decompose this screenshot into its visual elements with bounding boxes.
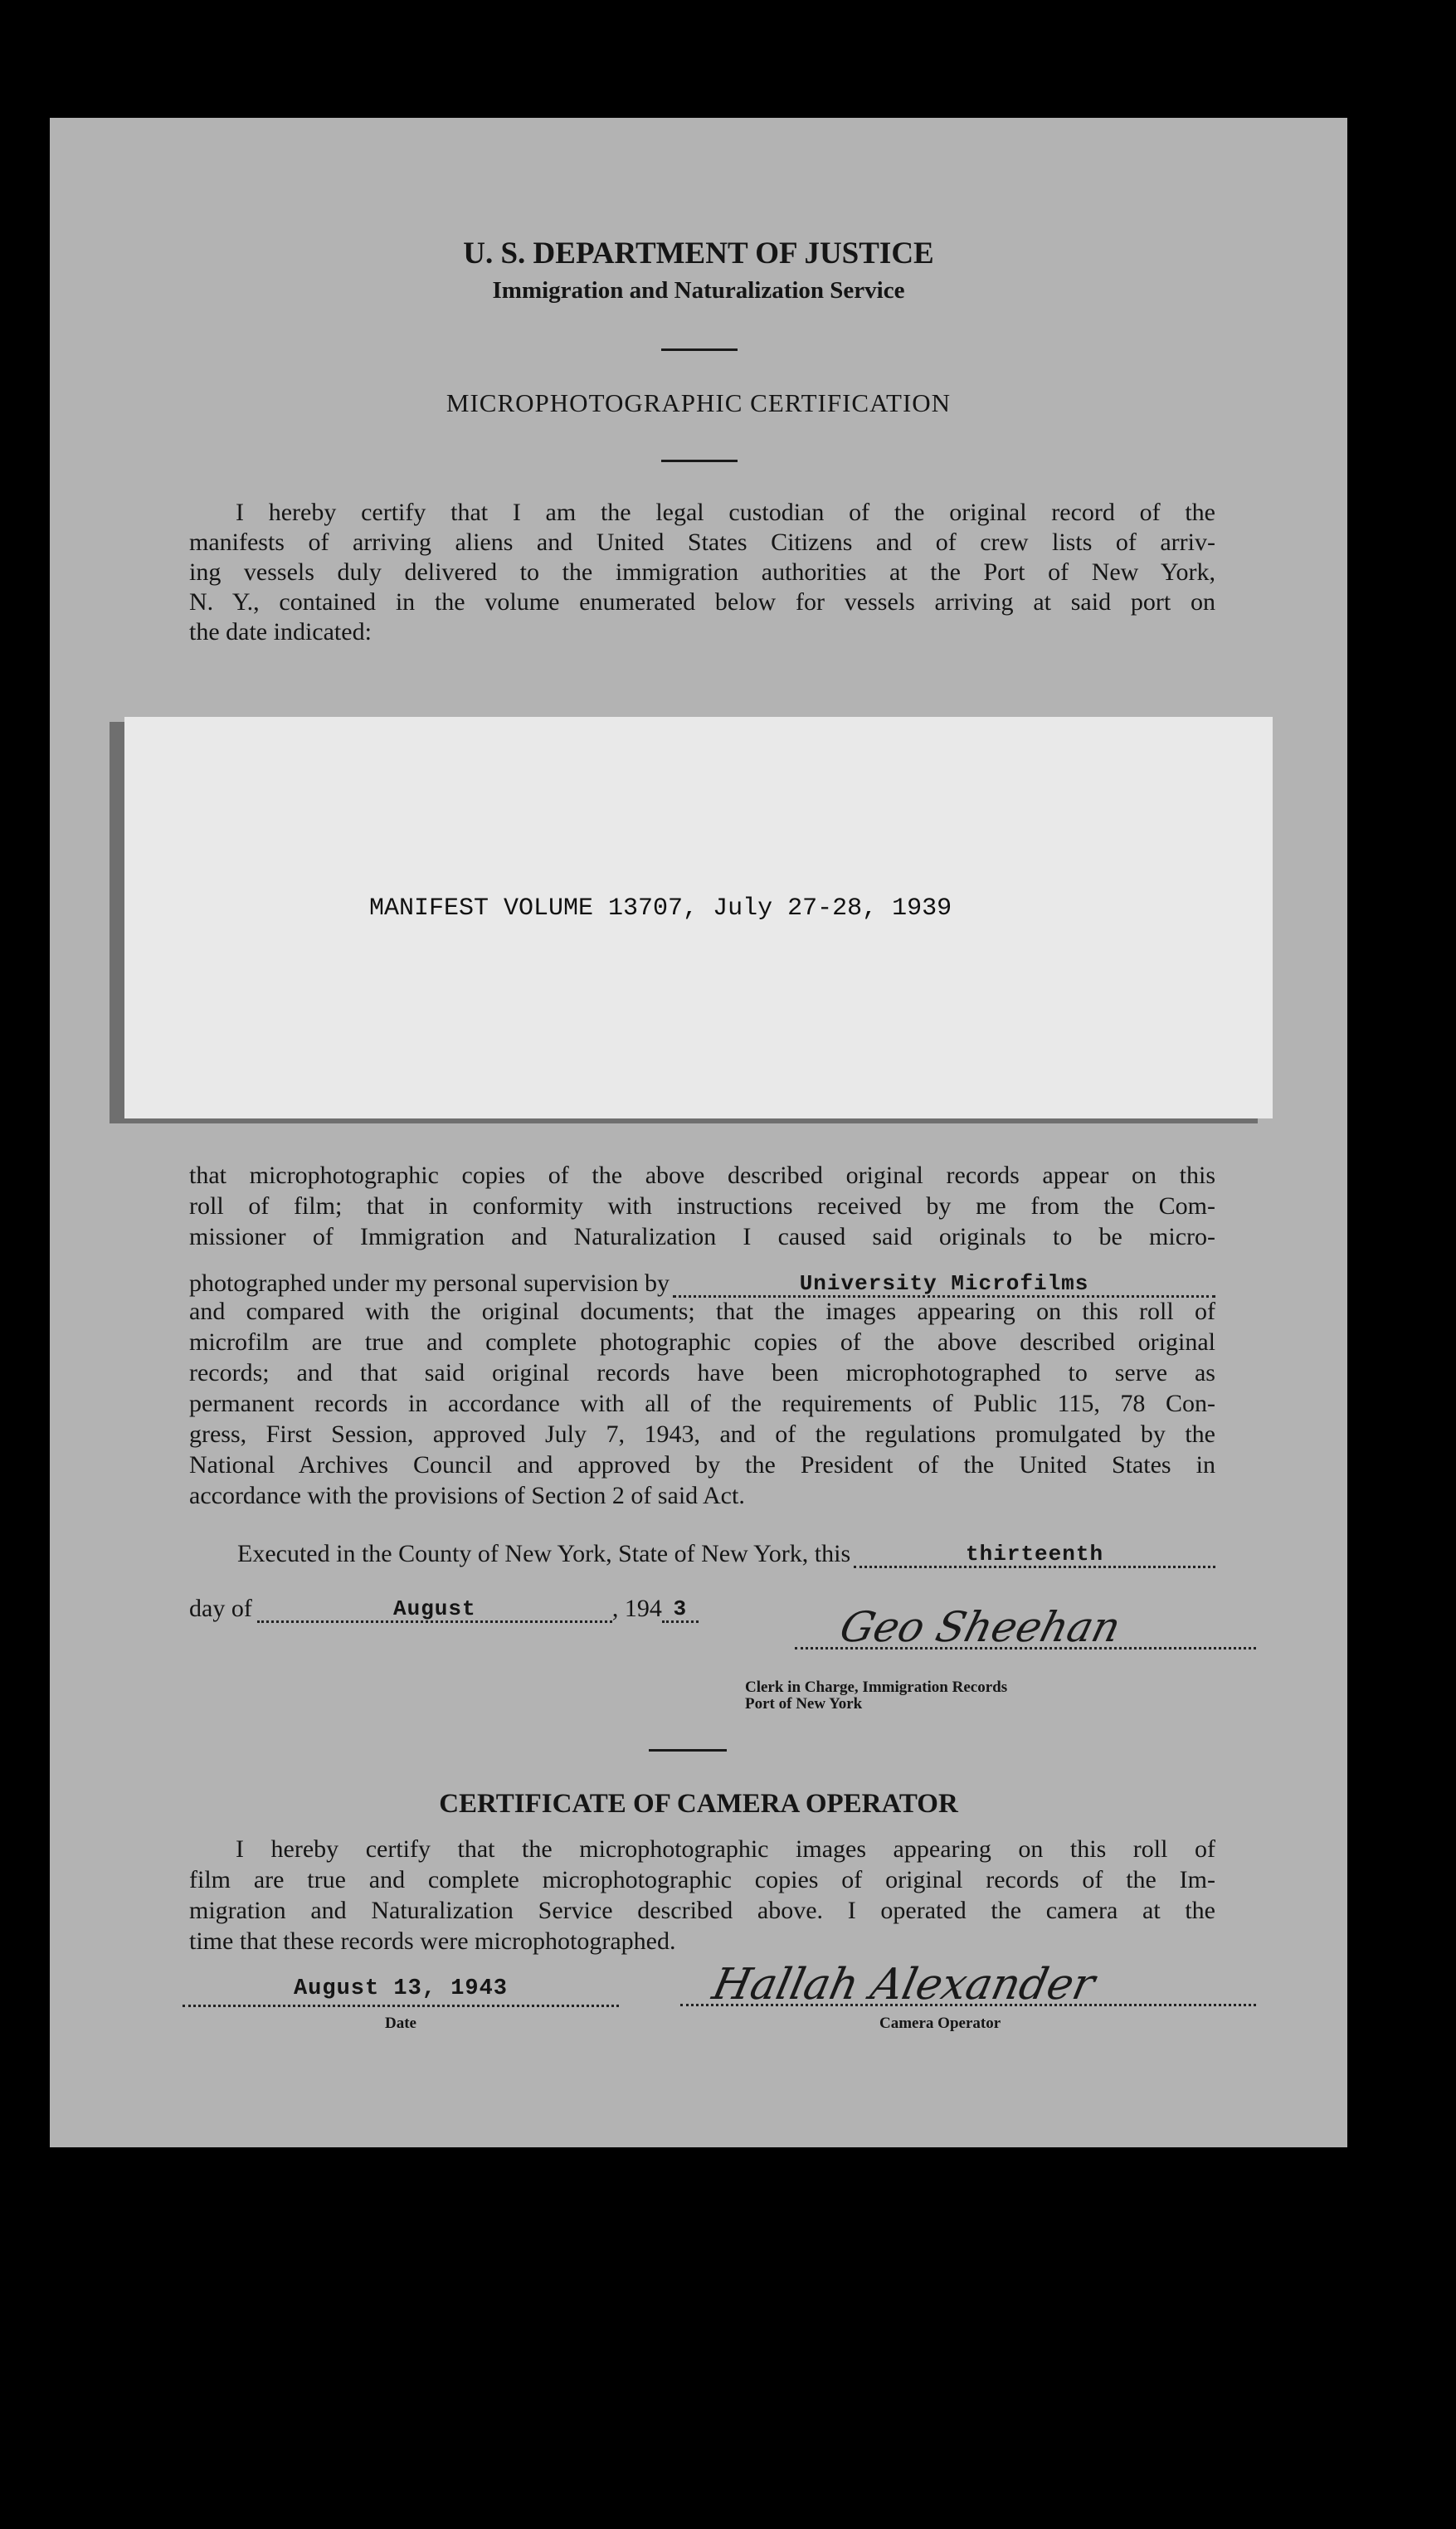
day-of-line [189,1590,770,1623]
body-paragraph-continued [189,1296,1215,1511]
intro-paragraph [189,498,1215,647]
manifest-slip [124,717,1273,1118]
text-line: and compared with the original documents; that the images appearing on this roll of [189,1298,1215,1325]
camera-certificate-heading: CERTIFICATE OF CAMERA OPERATOR [439,1789,958,1819]
divider-rule [649,1749,727,1752]
department-title: U. S. DEPARTMENT OF JUSTICE [463,236,934,270]
supervision-text: photographed under my personal supervision by [189,1269,670,1297]
text-line: missioner of Immigration and Naturalization I caused said originals to be micro- [189,1223,1215,1250]
certification-title: MICROPHOTOGRAPHIC CERTIFICATION [446,388,952,417]
operator-date: August 13, 1943 [293,1976,509,2001]
text-line: roll of film; that in conformity with instructions received by me from the Com- [189,1192,1215,1220]
clerk-title [745,1679,1007,1713]
text-line: accordance with the provisions of Section 2 of said Act. [189,1482,745,1509]
text-line: microfilm are true and complete photographic copies of the above described original [189,1328,1215,1356]
text-line: ing vessels duly delivered to the immigration authorities at the Port of New York, [189,558,1215,586]
text-line: migration and Naturalization Service described above. I operated the camera at the [189,1897,1215,1924]
month-fill-field [257,1593,612,1623]
year-fill-field [662,1593,699,1623]
year-prefix: , 194 [611,1595,662,1622]
executed-text: Executed in the County of New York, State of New York, this [237,1540,851,1567]
operator-label: Camera Operator [879,2015,1001,2032]
text-line: I hereby certify that the microphotographic images appearing on this roll of [236,1835,1215,1863]
month-value: August [393,1596,476,1621]
manifest-volume-label: MANIFEST VOLUME 13707, July 27-28, 1939 [369,894,952,923]
service-subtitle: Immigration and Naturalization Service [492,277,905,304]
camera-paragraph [189,1834,1215,1956]
supervision-line [189,1264,1215,1298]
text-line: I hereby certify that I am the legal custodian of the original record of the [236,499,1215,526]
day-value: thirteenth [966,1542,1104,1567]
text-line: film are true and complete microphotographic copies of original records of the Im- [189,1866,1215,1893]
date-fill-field [183,1976,619,2007]
operator-signature: Hallah Alexander [708,1960,1099,2010]
clerk-signature: Geo Sheehan [835,1603,1126,1651]
divider-rule [661,460,738,462]
date-label: Date [385,2015,416,2032]
text-line: the date indicated: [189,618,372,646]
text-line: time that these records were microphotographed. [189,1927,676,1955]
text-line: records; and that said original records have been microphotographed to serve as [189,1359,1215,1386]
year-value: 3 [673,1596,688,1621]
divider-rule [661,348,738,351]
text-line: N. Y., contained in the volume enumerated below for vessels arriving at said port on [189,588,1215,616]
text-line: manifests of arriving aliens and United States Citizens and of crew lists of arriv- [189,529,1215,556]
certificate-page [50,118,1347,2147]
text-line: National Archives Council and approved by the President of the United States in [189,1451,1215,1479]
day-fill-field [854,1538,1215,1568]
executed-line [237,1535,1215,1568]
body-paragraph [189,1160,1215,1252]
clerk-port-line: Port of New York [745,1695,863,1713]
text-line: permanent records in accordance with all of the requirements of Public 115, 78 Con- [189,1390,1215,1417]
text-line: that microphotographic copies of the above described original records appear on this [189,1162,1215,1189]
operator-signature-line [680,1960,1256,2010]
text-line: gress, First Session, approved July 7, 1943, and of the regulations promulgated by the [189,1420,1215,1448]
supervision-fill-field [673,1268,1215,1298]
microfilm-company: University Microfilms [799,1271,1089,1296]
day-of-text: day of [189,1595,252,1622]
clerk-title-line: Clerk in Charge, Immigration Records [745,1679,1008,1696]
clerk-signature-line [795,1603,1256,1651]
